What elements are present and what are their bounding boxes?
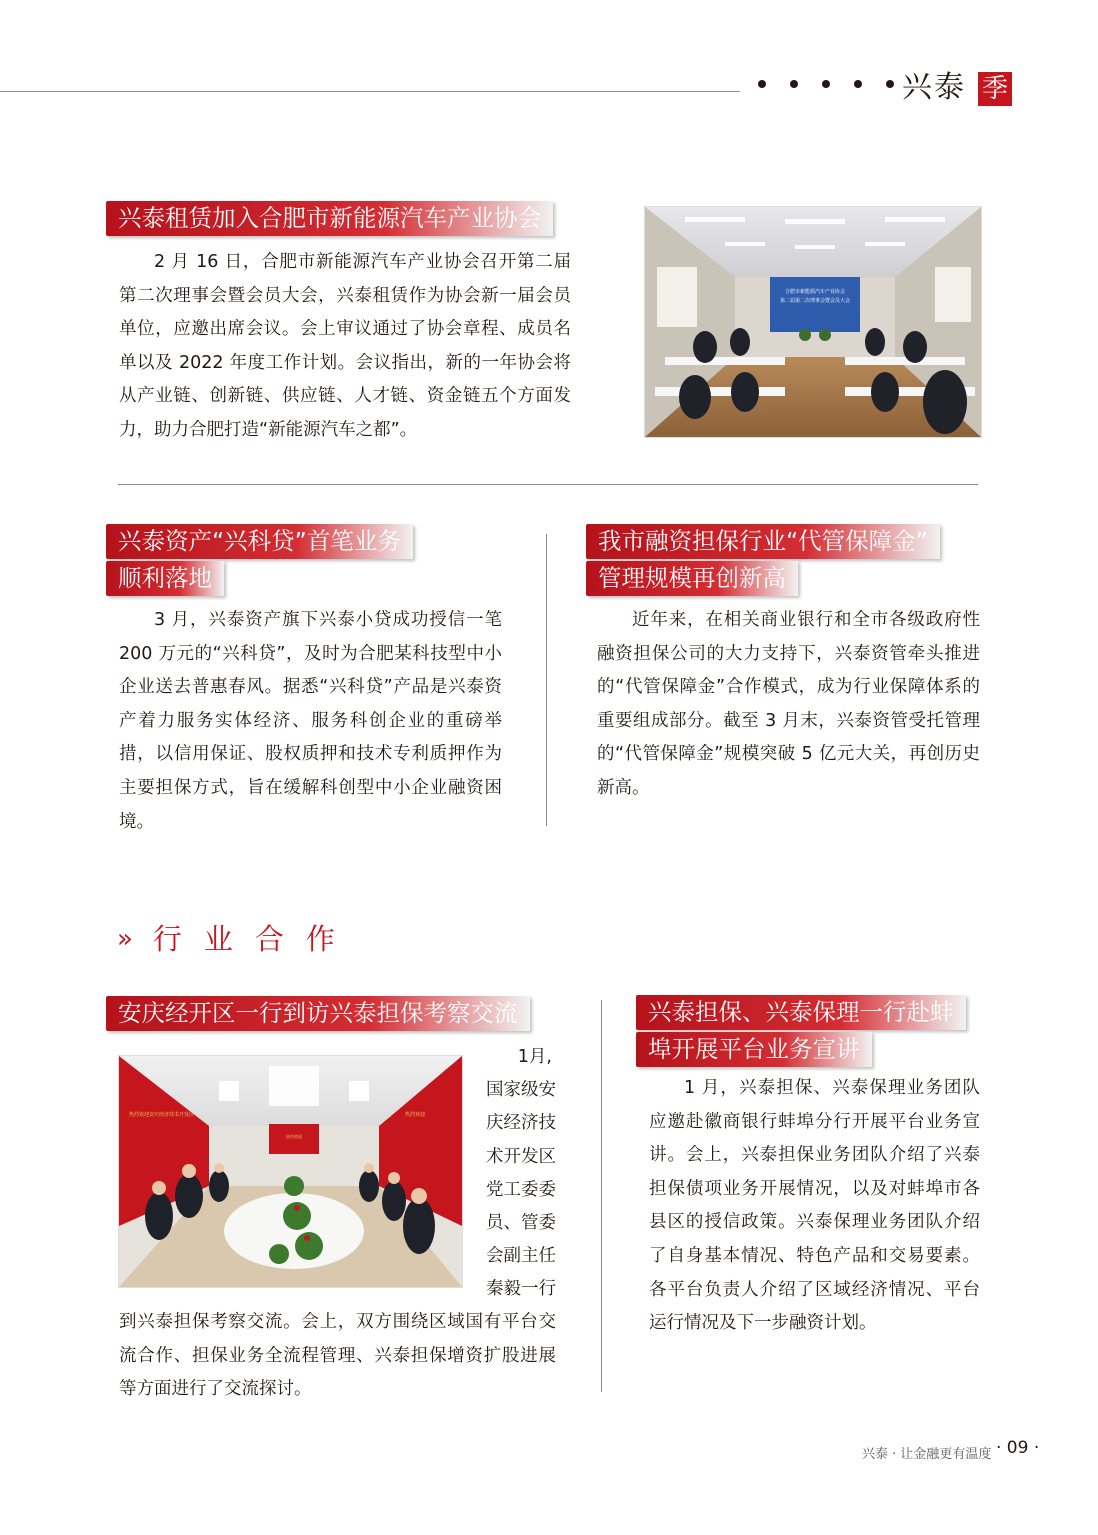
article-2-title xyxy=(106,524,413,596)
side-line: 国家级安 xyxy=(486,1080,556,1101)
svg-text:第二届第二次理事会暨会员大会: 第二届第二次理事会暨会员大会 xyxy=(779,298,851,304)
svg-text:热烈欢迎: 热烈欢迎 xyxy=(405,1112,426,1118)
footer-slogan: 兴泰 · 让金融更有温度 xyxy=(862,1447,992,1462)
coop-article-1-body: 到兴泰担保考察交流。会上，双方围绕区域国有平台交流合作、担保业务全流程管理、兴泰担保增资扩股进展等方面进行了交流探讨。 xyxy=(119,1312,556,1400)
article-1-title-line: 兴泰租赁加入合肥市新能源汽车产业协会 xyxy=(106,201,553,236)
coop-article-2-body: 1 月，兴泰担保、兴泰保理业务团队应邀赴徽商银行蚌埠分行开展平台业务宣讲。会上，兴泰担保业务团队介绍了兴泰担保债项业务开展情况，以及对蚌埠市各县区的授信政策。兴泰保理业务团队介绍了自身基本情况、特色产品和交易要素。各平台负责人介绍了区域经济情况、平台运行情况及下一步融资计划。 xyxy=(649,1078,980,1334)
side-line: 会副主任 xyxy=(486,1246,556,1267)
coop-article-1-side-text xyxy=(476,1041,556,1307)
article-2-title-line-2: 顺利落地 xyxy=(106,561,224,596)
chevron-icon: » xyxy=(117,924,133,954)
side-line: 术开发区 xyxy=(486,1146,556,1167)
side-line: 员、管委 xyxy=(486,1213,556,1234)
header-rule xyxy=(0,91,740,92)
svg-text:热烈欢迎安庆经济技术开发区: 热烈欢迎安庆经济技术开发区 xyxy=(129,1112,195,1118)
header-dots xyxy=(758,80,894,88)
section-heading xyxy=(117,920,357,958)
article-3-title-line-1: 我市融资担保行业“代管保障金” xyxy=(586,524,940,559)
article-3-body: 近年来，在相关商业银行和全市各级政府性融资担保公司的大力支持下，兴泰资管牵头推进的“代管保障金”合作模式，成为行业保障体系的重要组成部分。截至 3 月末，兴泰资管受托管理的“代管保障金”规模突破 5 亿元大关，再创历史新高。 xyxy=(597,610,980,798)
section-title: 行业合作 xyxy=(152,922,357,956)
divider-horizontal xyxy=(118,484,978,485)
meeting-room-image xyxy=(119,1056,462,1287)
brand-title: 兴泰 xyxy=(902,70,966,105)
article-2-title-line-1: 兴泰资产“兴科贷”首笔业务 xyxy=(106,524,413,559)
coop-article-2-title xyxy=(636,995,966,1067)
side-line: 党工委委 xyxy=(486,1179,556,1200)
article-1-body: 2 月 16 日，合肥市新能源汽车产业协会召开第二届第二次理事会暨会员大会，兴泰租赁作为协会新一届会员单位，应邀出席会议。会上审议通过了协会章程、成员名单以及 2022 年度工作计划。会议指出，新的一年协会将从产业链、创新链、供应链、人才链、资金链五个方面发力，助力合肥打造“新能源汽车之都”。 xyxy=(119,252,571,440)
svg-text:合肥市新能源汽车产业协会: 合肥市新能源汽车产业协会 xyxy=(784,289,846,295)
side-line: 1月, xyxy=(517,1047,552,1067)
svg-text:热烈欢迎: 热烈欢迎 xyxy=(286,1134,302,1139)
page-number: · 09 · xyxy=(996,1438,1040,1458)
meeting-hall-photo xyxy=(644,206,982,438)
coop-article-2-title-line-2: 埠开展平台业务宣讲 xyxy=(636,1032,872,1067)
divider-vertical-1 xyxy=(546,534,547,826)
side-line: 秦毅一行 xyxy=(486,1279,556,1300)
divider-vertical-2 xyxy=(601,1000,602,1392)
side-line: 庆经济技 xyxy=(486,1113,556,1134)
coop-article-1-title xyxy=(106,996,530,1031)
article-3-title-line-2: 管理规模再创新高 xyxy=(586,561,798,596)
meeting-room-photo xyxy=(118,1055,463,1288)
coop-article-2-title-line-1: 兴泰担保、兴泰保理一行赴蚌 xyxy=(636,995,966,1030)
coop-article-1-title-line: 安庆经开区一行到访兴泰担保考察交流 xyxy=(106,996,530,1031)
brand-seal: 季 xyxy=(978,72,1012,106)
meeting-hall-image xyxy=(645,207,981,437)
article-2-body: 3 月，兴泰资产旗下兴泰小贷成功授信一笔 200 万元的“兴科贷”，及时为合肥某科技型中小企业送去普惠春风。据悉“兴科贷”产品是兴泰资产着力服务实体经济、服务科创企业的重磅举措，以信用保证、股权质押和技术专利质押作为主要担保方式，旨在缓解科创型中小企业融资困境。 xyxy=(119,610,502,832)
article-1-title xyxy=(106,201,553,236)
article-3-title xyxy=(586,524,940,596)
